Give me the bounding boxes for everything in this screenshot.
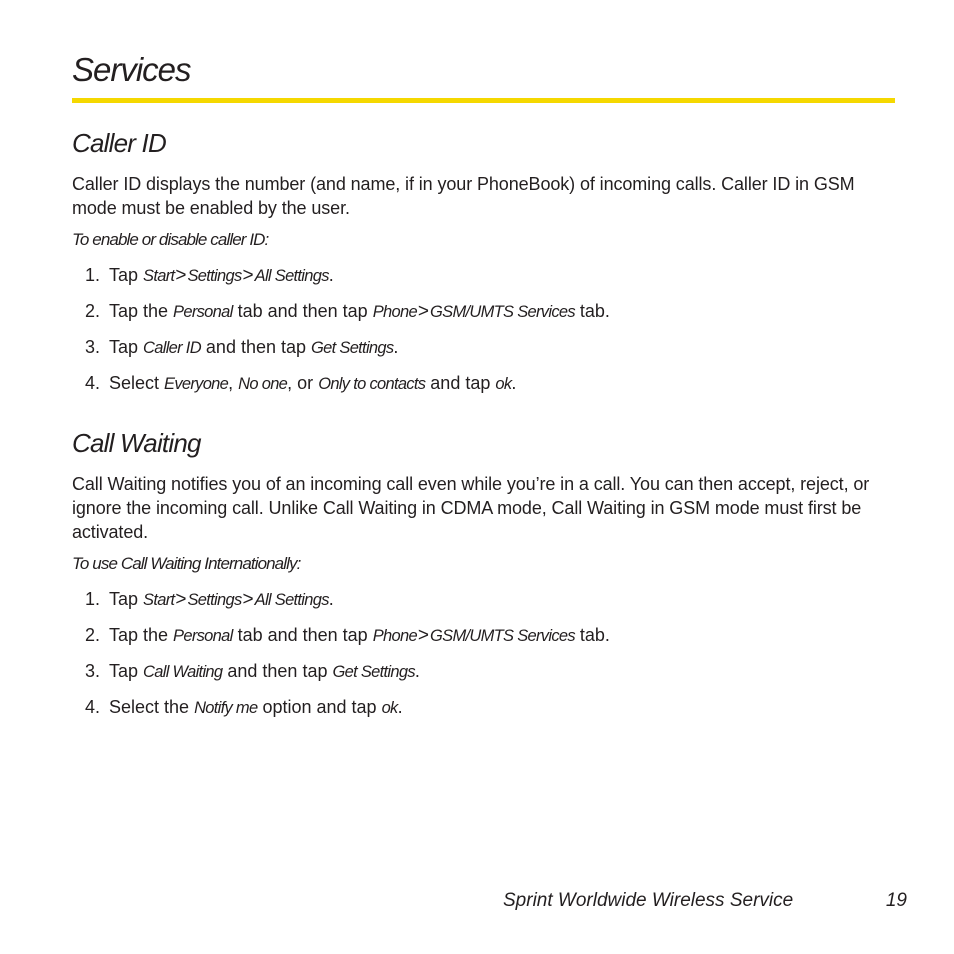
ui-term: No one: [238, 375, 288, 393]
step-item: [72, 293, 895, 329]
steps-list: [72, 257, 895, 401]
step-number: 3.: [85, 337, 101, 357]
step-text: , or: [287, 373, 319, 393]
page-number: 19: [885, 890, 907, 911]
step-item: [72, 329, 895, 365]
section-caller-id: [72, 128, 895, 401]
step-item: [72, 365, 895, 401]
step-text: and then tap: [200, 337, 312, 357]
step-text: .: [328, 265, 334, 285]
ui-term: Start: [143, 591, 175, 609]
step-text: Tap: [109, 589, 144, 609]
section-body: Call Waiting notifies you of an incoming call even while you’re in a call. You can then accept, reject, or ignore the incoming call. Unlike Call Waiting in CDMA mode, Call Waiting in GSM mode must first be activated.: [72, 474, 870, 542]
step-text: and then tap: [222, 661, 333, 681]
step-item: [72, 257, 895, 293]
ui-term: Personal: [173, 303, 233, 321]
step-text: Tap: [109, 265, 144, 285]
step-text: .: [414, 661, 420, 681]
procedure-intro: To use Call Waiting Internationally:: [72, 554, 301, 573]
step-item: [72, 581, 895, 617]
step-text: Tap: [109, 661, 144, 681]
step-item: [72, 689, 895, 725]
ui-term: Phone: [372, 627, 417, 645]
ui-term: Personal: [173, 627, 233, 645]
menu-separator: >: [242, 589, 254, 610]
menu-separator: >: [417, 625, 430, 646]
ui-term: ok: [381, 699, 398, 717]
section-body: Caller ID displays the number (and name, if in your PhoneBook) of incoming calls. Caller ID in GSM mode must be enabled by the user.: [72, 174, 855, 218]
ui-term: Settings: [187, 267, 242, 285]
step-text: tab and then tap: [232, 301, 373, 321]
step-text: .: [511, 373, 517, 393]
ui-term: All Settings: [254, 267, 329, 285]
step-text: and tap: [425, 373, 496, 393]
step-number: 4.: [85, 697, 101, 717]
step-number: 1.: [85, 265, 101, 285]
ui-term: Notify me: [194, 699, 258, 717]
page-title: Services: [72, 51, 191, 88]
ui-term: ok: [495, 375, 512, 393]
step-text: ,: [228, 373, 239, 393]
step-text: option and tap: [257, 697, 382, 717]
step-number: 4.: [85, 373, 101, 393]
step-text: tab and then tap: [232, 625, 373, 645]
step-number: 2.: [85, 625, 101, 645]
step-text: .: [393, 337, 399, 357]
step-text: Select the: [109, 697, 195, 717]
step-text: .: [397, 697, 403, 717]
ui-term: GSM/UMTS Services: [430, 303, 575, 321]
menu-separator: >: [417, 301, 430, 322]
section-heading: Call Waiting: [72, 428, 201, 458]
step-text: Tap: [109, 337, 144, 357]
menu-separator: >: [175, 265, 187, 286]
ui-term: Call Waiting: [143, 663, 223, 681]
ui-term: Only to contacts: [318, 375, 426, 393]
step-item: [72, 653, 895, 689]
ui-term: Get Settings: [311, 339, 394, 357]
menu-separator: >: [175, 589, 187, 610]
ui-term: Get Settings: [332, 663, 415, 681]
menu-separator: >: [242, 265, 254, 286]
section-heading: Caller ID: [72, 128, 166, 158]
step-item: [72, 617, 895, 653]
step-number: 2.: [85, 301, 101, 321]
ui-term: Start: [143, 267, 175, 285]
step-text: Tap the: [109, 625, 174, 645]
step-number: 1.: [85, 589, 101, 609]
ui-term: Caller ID: [143, 339, 201, 357]
steps-list: [72, 581, 895, 725]
step-text: tab.: [574, 625, 610, 645]
title-rule: [72, 98, 895, 103]
procedure-intro: To enable or disable caller ID:: [72, 230, 269, 249]
ui-term: Phone: [372, 303, 417, 321]
section-call-waiting: [72, 428, 895, 725]
ui-term: All Settings: [254, 591, 329, 609]
ui-term: Settings: [187, 591, 242, 609]
step-number: 3.: [85, 661, 101, 681]
step-text: .: [328, 589, 334, 609]
step-text: tab.: [574, 301, 610, 321]
step-text: Tap the: [109, 301, 174, 321]
footer-title: Sprint Worldwide Wireless Service: [503, 890, 794, 911]
ui-term: Everyone: [164, 375, 229, 393]
step-text: Select: [109, 373, 165, 393]
ui-term: GSM/UMTS Services: [430, 627, 575, 645]
